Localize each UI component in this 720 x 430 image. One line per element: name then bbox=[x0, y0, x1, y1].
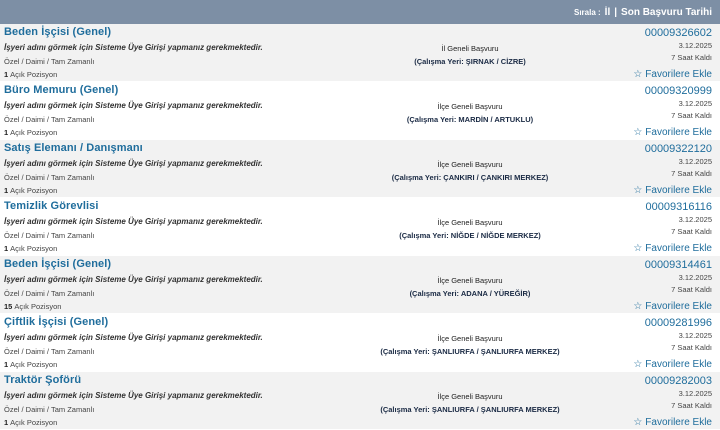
job-id-link[interactable]: 00009320999 bbox=[644, 85, 712, 97]
open-positions bbox=[4, 70, 57, 79]
job-meta bbox=[633, 84, 712, 140]
add-to-favorites-label: Favorilere Ekle bbox=[645, 127, 712, 138]
open-positions bbox=[4, 418, 57, 427]
job-employment-type: Özel / Daimi / Tam Zamanlı bbox=[4, 173, 95, 182]
job-deadline-date: 3.12.2025 bbox=[678, 99, 712, 108]
job-id-link[interactable]: 00009316116 bbox=[645, 201, 712, 213]
job-title-link[interactable]: Çiftlik İşçisi (Genel) bbox=[4, 316, 109, 328]
sort-separator: | bbox=[614, 6, 618, 18]
employer-hidden-notice: İşyeri adını görmek için Sisteme Üye Girişi yapmanız gerekmektedir. bbox=[4, 333, 263, 342]
star-outline-icon: ☆ bbox=[633, 127, 643, 138]
job-title-link[interactable]: Beden İşçisi (Genel) bbox=[4, 26, 112, 38]
job-meta bbox=[633, 316, 712, 372]
job-time-left: 7 Saat Kaldı bbox=[671, 285, 712, 294]
open-positions bbox=[4, 360, 57, 369]
application-scope: İl Geneli Başvuru bbox=[441, 44, 499, 53]
work-place: (Çalışma Yeri: ŞANLIURFA / ŞANLIURFA MERKEZ) bbox=[380, 405, 560, 414]
open-positions-label: Açık Pozisyon bbox=[10, 418, 58, 427]
work-place: (Çalışma Yeri: MARDİN / ARTUKLU) bbox=[406, 115, 534, 124]
add-to-favorites-label: Favorilere Ekle bbox=[645, 243, 712, 254]
job-deadline-date: 3.12.2025 bbox=[678, 331, 712, 340]
sort-by-deadline-link[interactable]: Son Başvuru Tarihi bbox=[621, 6, 712, 18]
job-listing-row bbox=[0, 198, 720, 256]
sort-by-city-link[interactable]: İl bbox=[604, 6, 611, 18]
job-time-left: 7 Saat Kaldı bbox=[671, 401, 712, 410]
job-title-link[interactable]: Satış Elemanı / Danışmanı bbox=[4, 142, 143, 154]
job-id-link[interactable]: 00009326602 bbox=[644, 27, 712, 39]
add-to-favorites-label: Favorilere Ekle bbox=[645, 185, 712, 196]
job-time-left: 7 Saat Kaldı bbox=[671, 169, 712, 178]
application-scope: İlçe Geneli Başvuru bbox=[437, 392, 503, 401]
job-listing-row bbox=[0, 140, 720, 198]
employer-hidden-notice: İşyeri adını görmek için Sisteme Üye Girişi yapmanız gerekmektedir. bbox=[4, 217, 263, 226]
job-meta bbox=[633, 200, 712, 256]
job-title-link[interactable]: Temizlik Görevlisi bbox=[4, 200, 99, 212]
open-positions-count: 1 bbox=[4, 128, 9, 137]
add-to-favorites-label: Favorilere Ekle bbox=[645, 359, 712, 370]
job-employment-type: Özel / Daimi / Tam Zamanlı bbox=[4, 289, 95, 298]
job-employment-type: Özel / Daimi / Tam Zamanlı bbox=[4, 57, 95, 66]
job-deadline-date: 3.12.2025 bbox=[678, 41, 712, 50]
job-location-block bbox=[300, 390, 640, 416]
open-positions-label: Açık Pozisyon bbox=[10, 186, 58, 195]
employer-hidden-notice: İşyeri adını görmek için Sisteme Üye Girişi yapmanız gerekmektedir. bbox=[4, 391, 263, 400]
star-outline-icon: ☆ bbox=[633, 417, 643, 428]
star-outline-icon: ☆ bbox=[633, 185, 643, 196]
add-to-favorites-label: Favorilere Ekle bbox=[645, 417, 712, 428]
work-place: (Çalışma Yeri: ŞANLIURFA / ŞANLIURFA MERKEZ) bbox=[380, 347, 560, 356]
add-to-favorites-button[interactable] bbox=[633, 416, 712, 429]
open-positions-label: Açık Pozisyon bbox=[10, 128, 58, 137]
application-scope: İlçe Geneli Başvuru bbox=[437, 160, 503, 169]
open-positions-count: 1 bbox=[4, 360, 9, 369]
job-location-block bbox=[300, 42, 640, 68]
job-location-block bbox=[300, 332, 640, 358]
job-location-block bbox=[300, 274, 640, 300]
job-time-left: 7 Saat Kaldı bbox=[671, 53, 712, 62]
add-to-favorites-label: Favorilere Ekle bbox=[645, 69, 712, 80]
work-place: (Çalışma Yeri: NİĞDE / NİĞDE MERKEZ) bbox=[399, 231, 541, 240]
job-meta bbox=[633, 26, 712, 82]
add-to-favorites-button[interactable] bbox=[633, 300, 712, 313]
job-deadline-date: 3.12.2025 bbox=[678, 273, 712, 282]
work-place: (Çalışma Yeri: ŞIRNAK / CİZRE) bbox=[414, 57, 526, 66]
job-title-link[interactable]: Beden İşçisi (Genel) bbox=[4, 258, 112, 270]
job-id-link[interactable]: 00009281996 bbox=[644, 317, 712, 329]
application-scope: İlçe Geneli Başvuru bbox=[437, 276, 503, 285]
employer-hidden-notice: İşyeri adını görmek için Sisteme Üye Girişi yapmanız gerekmektedir. bbox=[4, 275, 263, 284]
job-employment-type: Özel / Daimi / Tam Zamanlı bbox=[4, 405, 95, 414]
job-location-block bbox=[300, 158, 640, 184]
job-employment-type: Özel / Daimi / Tam Zamanlı bbox=[4, 231, 95, 240]
job-time-left: 7 Saat Kaldı bbox=[671, 343, 712, 352]
star-outline-icon: ☆ bbox=[633, 301, 643, 312]
open-positions bbox=[4, 244, 57, 253]
job-listing-row bbox=[0, 82, 720, 140]
job-time-left: 7 Saat Kaldı bbox=[671, 111, 712, 120]
job-listing-row bbox=[0, 314, 720, 372]
work-place: (Çalışma Yeri: ADANA / YÜREĞİR) bbox=[409, 289, 531, 298]
job-id-link[interactable]: 00009314461 bbox=[644, 259, 712, 271]
open-positions-label: Açık Pozisyon bbox=[10, 70, 58, 79]
employer-hidden-notice: İşyeri adını görmek için Sisteme Üye Girişi yapmanız gerekmektedir. bbox=[4, 159, 263, 168]
open-positions-count: 1 bbox=[4, 418, 9, 427]
open-positions bbox=[4, 186, 57, 195]
job-time-left: 7 Saat Kaldı bbox=[671, 227, 712, 236]
job-deadline-date: 3.12.2025 bbox=[678, 157, 712, 166]
sort-bar bbox=[0, 0, 720, 24]
add-to-favorites-button[interactable] bbox=[633, 358, 712, 371]
open-positions-label: Açık Pozisyon bbox=[14, 302, 62, 311]
work-place: (Çalışma Yeri: ÇANKIRI / ÇANKIRI MERKEZ) bbox=[391, 173, 549, 182]
add-to-favorites-button[interactable] bbox=[633, 184, 712, 197]
add-to-favorites-button[interactable] bbox=[633, 242, 712, 255]
open-positions bbox=[4, 302, 61, 311]
application-scope: İlçe Geneli Başvuru bbox=[437, 218, 503, 227]
star-outline-icon: ☆ bbox=[633, 243, 643, 254]
job-location-block bbox=[300, 216, 640, 242]
job-title-link[interactable]: Traktör Şoförü bbox=[4, 374, 82, 386]
job-meta bbox=[633, 142, 712, 198]
sort-label: Sırala : bbox=[573, 7, 601, 17]
open-positions-count: 1 bbox=[4, 244, 9, 253]
job-employment-type: Özel / Daimi / Tam Zamanlı bbox=[4, 347, 95, 356]
open-positions-label: Açık Pozisyon bbox=[10, 360, 58, 369]
open-positions-count: 1 bbox=[4, 186, 9, 195]
application-scope: İlçe Geneli Başvuru bbox=[437, 334, 503, 343]
job-list bbox=[0, 24, 720, 430]
job-id-link[interactable]: 00009322120 bbox=[644, 143, 712, 155]
employer-hidden-notice: İşyeri adını görmek için Sisteme Üye Girişi yapmanız gerekmektedir. bbox=[4, 43, 263, 52]
job-deadline-date: 3.12.2025 bbox=[678, 389, 712, 398]
job-title-link[interactable]: Büro Memuru (Genel) bbox=[4, 84, 119, 96]
open-positions bbox=[4, 128, 57, 137]
add-to-favorites-button[interactable] bbox=[633, 126, 712, 139]
job-deadline-date: 3.12.2025 bbox=[678, 215, 712, 224]
open-positions-count: 1 bbox=[4, 70, 9, 79]
job-employment-type: Özel / Daimi / Tam Zamanlı bbox=[4, 115, 95, 124]
star-outline-icon: ☆ bbox=[633, 69, 643, 80]
job-listing-row bbox=[0, 372, 720, 430]
open-positions-label: Açık Pozisyon bbox=[10, 244, 58, 253]
job-location-block bbox=[300, 100, 640, 126]
job-listing-row bbox=[0, 24, 720, 82]
add-to-favorites-button[interactable] bbox=[633, 68, 712, 81]
job-listing-row bbox=[0, 256, 720, 314]
star-outline-icon: ☆ bbox=[633, 359, 643, 370]
job-meta bbox=[633, 258, 712, 314]
job-meta bbox=[633, 374, 712, 430]
job-id-link[interactable]: 00009282003 bbox=[644, 375, 712, 387]
application-scope: İlçe Geneli Başvuru bbox=[437, 102, 503, 111]
add-to-favorites-label: Favorilere Ekle bbox=[645, 301, 712, 312]
open-positions-count: 15 bbox=[4, 302, 13, 311]
employer-hidden-notice: İşyeri adını görmek için Sisteme Üye Girişi yapmanız gerekmektedir. bbox=[4, 101, 263, 110]
